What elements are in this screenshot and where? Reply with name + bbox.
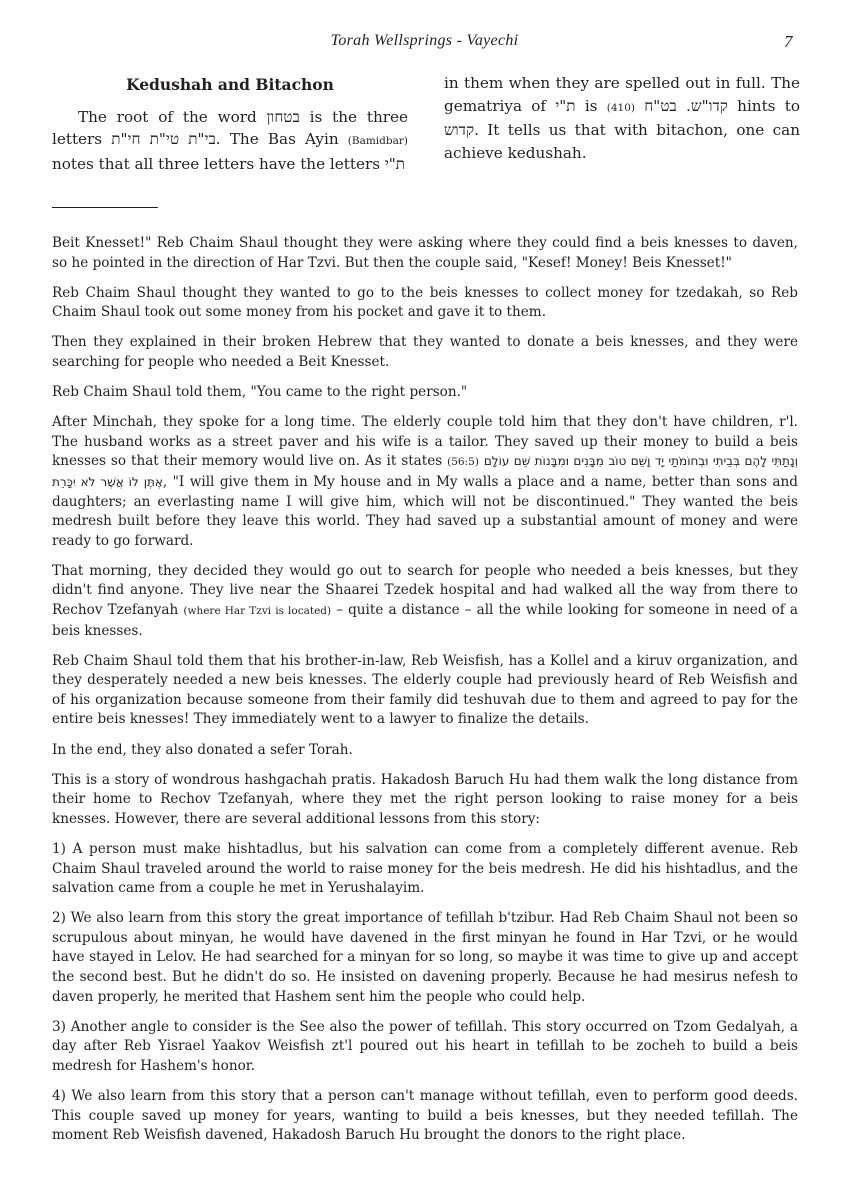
paragraph: Reb Chaim Shaul told them, "You came to the right person." bbox=[52, 384, 468, 401]
hebrew-quote: וְנָתַתִּי לָהֶם בְּבֵיתִי וּבְחוֹמֹתַי יָד וָשֵׁם טוֹב מִבָּנִים וּמִבָּנוֹת שֵׁם עוֹלָם אֶתֶּן לוֹ אֲשֶׁר לֹא יִכָּרֵת bbox=[52, 454, 798, 489]
paragraph: Reb Chaim Shaul thought they wanted to go to the beis knesses to collect money for tzedakah, so Reb Chaim Shaul took out some money from his pocket and gave it to them. bbox=[52, 284, 798, 321]
paragraph: Then they explained in their broken Hebrew that they wanted to donate a beis knesses, and they were searching for people who needed a Beit Knesset. bbox=[52, 334, 798, 370]
page-number: 7 bbox=[784, 32, 793, 51]
divider-rule bbox=[52, 207, 158, 208]
citation: (Bamidbar) bbox=[347, 135, 408, 147]
section-text-left bbox=[52, 106, 408, 176]
paragraph: This is a story of wondrous hashgachah pratis. Hakadosh Baruch Hu had them walk the long distance from their home to Rechov Tzefanyah, where they met the right person looking to raise money for a beis knesses. However, there are several additional lessons from this story: bbox=[52, 771, 798, 827]
text: – quite a distance – all the while looking for someone in need of a beis knesses. bbox=[52, 602, 798, 639]
text: The root of the word בטחון is the three letters בי"ת טי"ת חי"ת. The Bas Ayin bbox=[52, 107, 408, 148]
paragraph: 3) Another angle to consider is the See also the power of tefillah. This story occurred on Tzom Gedalyah, a day after Reb Yisrael Yaakov Weisfish zt'l poured out his heart in tefillah to be zocheh to build a beis medresh for Hashem's honor. bbox=[52, 1018, 798, 1074]
text: in them when they are spelled out in full. The gematriya of ת"י is bbox=[444, 74, 800, 115]
paragraph: 1) A person must make hishtadlus, but his salvation can come from a completely different avenue. Reb Chaim Shaul traveled around the world to raise money for the beis medresh. He did his hishtadlus, and the salvation came from a couple he met in Yerushalayim. bbox=[52, 840, 798, 897]
section-right-column bbox=[444, 72, 800, 164]
citation: (56:5) bbox=[447, 456, 479, 469]
text: After Minchah, they spoke for a long time. The elderly couple told him that they don't have children, r'l. The husband works as a street paver and his wife is a tailor. They saved up their money to build a beis knesses so that their memory would live on. As it states bbox=[52, 414, 798, 470]
running-header: Torah Wellsprings - Vayechi bbox=[330, 32, 519, 49]
citation: (410) bbox=[606, 101, 635, 114]
text: , "I will give them in My house and in My walls a place and a name, better than sons and daughters; an everlasting name I will give him, which will not be discontinued." They wanted the beis medresh built before they leave this world. They had saved up a substantial amount of money and were ready to go forward. bbox=[52, 473, 798, 549]
text: notes that all three letters have the letters ת"י bbox=[52, 154, 406, 173]
paragraph: 4) We also learn from this story that a person can't manage without tefillah, even to perform good deeds. This couple saved up money for years, wanting to build a beis knesses, but they needed tefillah. The moment Reb Weisfish davened, Hakadosh Baruch Hu brought the donors to the right place. bbox=[52, 1087, 798, 1144]
text: That morning, they decided they would go out to search for people who needed a beis knesses, but they didn't find anyone. They live near the Shaarei Tzedek hospital and had walked all the way from there to Rechov Tzefanyah bbox=[52, 562, 798, 618]
paragraph: In the end, they also donated a sefer Torah. bbox=[52, 741, 353, 758]
section-left-column bbox=[52, 70, 408, 175]
paragraph bbox=[52, 562, 798, 641]
paragraph: 2) We also learn from this story the great importance of tefillah b'tzibur. Had Reb Chaim Shaul not been so scrupulous about minyan, he would have davened in the first minyan he found in Har Tzvi, or he would have stayed in Lelov. He had searched for a minyan for so long, so maybe it was time to give up and accept the second best. But he didn't do so. He insisted on davening properly. Because he had mesirus nefesh to daven properly, he merited that Hashem sent him the people who could help. bbox=[52, 910, 798, 1005]
citation: (where Har Tzvi is located) bbox=[183, 605, 332, 617]
text: קדו"ש. בט"ח hints to קדוש. It tells us that with bitachon, one can achieve kedushah. bbox=[444, 96, 800, 162]
section-heading: Kedushah and Bitachon bbox=[126, 75, 334, 94]
paragraph: Beit Knesset!" Reb Chaim Shaul thought they were asking where they could find a beis knesses to daven, so he pointed in the direction of Har Tzvi. But then the couple said, "Kesef! Money! Beis Knesset!" bbox=[52, 235, 798, 271]
paragraph bbox=[52, 413, 798, 551]
paragraph: Reb Chaim Shaul told them that his brother-in-law, Reb Weisfish, has a Kollel and a kiruv organization, and they desperately needed a new beis knesses. The elderly couple had previously heard of Reb Weisfish and of his organization because someone from their family did teshuvah due to them and agreed to pay for the entire beis knesses! They immediately went to a lawyer to finalize the details. bbox=[52, 652, 798, 728]
main-text bbox=[52, 234, 798, 1156]
